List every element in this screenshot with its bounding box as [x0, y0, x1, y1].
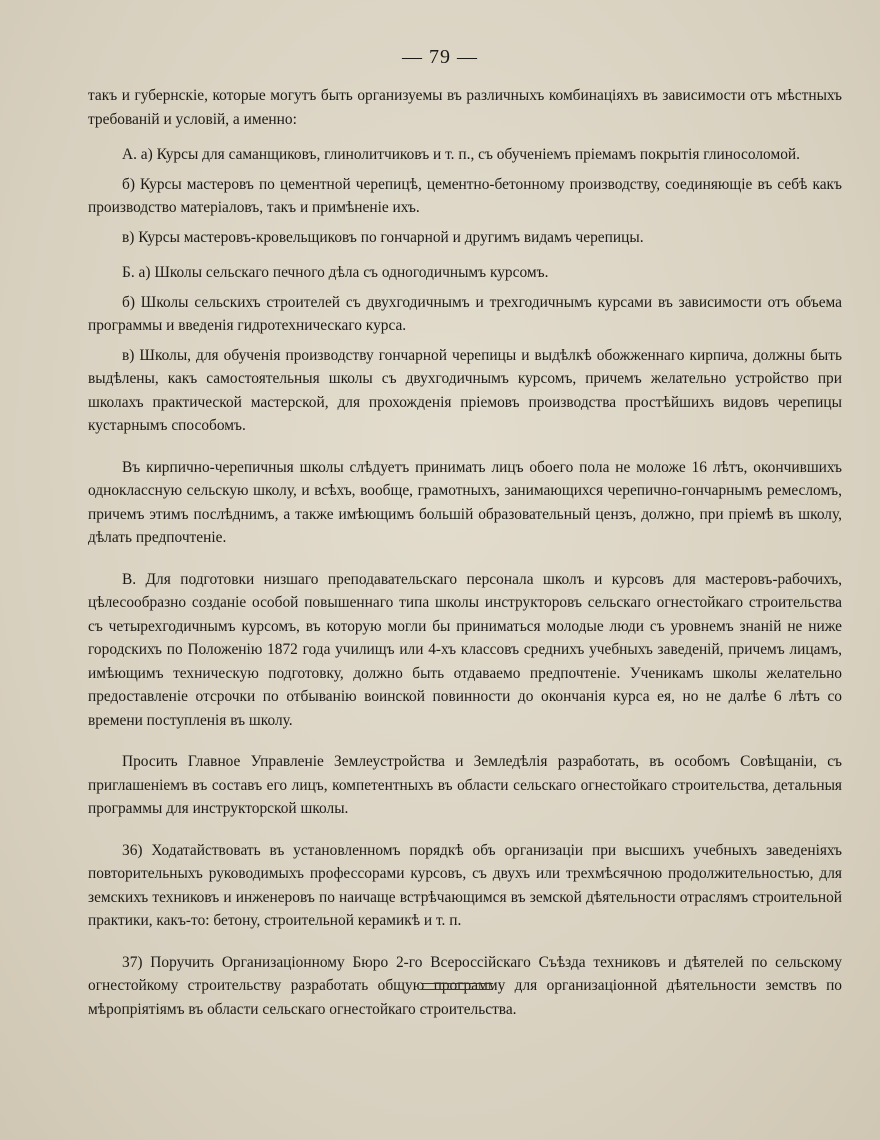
paragraph-b-v: в) Школы, для обученія производству гончарной черепицы и выдѣлкѣ обожженнаго кирпича, должны быть выдѣлены, какъ самостоятельныя школы съ двухгодичнымъ курсомъ, причемъ желательно устройство при школахъ практической мастерской, для прохожденія пріемовъ производства простѣйшихъ видовъ черепицы кустарнымъ способомъ.: [88, 346, 842, 434]
paragraph-36: 36) Ходатайствовать въ установленномъ порядкѣ объ организаціи при высшихъ учебныхъ заведеніяхъ повторительныхъ руководимыхъ профессорами курсовъ, съ двухъ или трехмѣсячною продолжительностью, для земскихъ техниковъ и инженеровъ по наичаще встрѣчающимся въ земской дѣятельности отраслямъ строительной практики, какъ-то: бетону, строительной керамикѣ и т. п.: [88, 841, 842, 929]
paragraph-b-a: Б. а) Школы сельскаго печного дѣла съ одногодичнымъ курсомъ.: [122, 264, 549, 281]
page-number: — 79 —: [402, 46, 478, 68]
paragraph-37: 37) Поручить Организаціонному Бюро 2-го Всероссійскаго Съѣзда техниковъ и дѣятелей по сельскому огнестойкому строительству разработать общую программу для организаціонной дѣятельности земствъ по мѣропріятіямъ въ области сельскаго огнестойкаго строительства.: [88, 953, 842, 1018]
paragraph-a-a: А. а) Курсы для саманщиковъ, глинолитчиковъ и т. п., съ обученіемъ пріемамъ покрытія глиносоломой.: [122, 146, 800, 163]
page-body: [88, 84, 842, 1021]
paragraph-request: Просить Главное Управленіе Землеустройства и Земледѣлія разработать, въ особомъ Совѣщаніи, съ приглашеніемъ въ составъ его лицъ, компетентныхъ въ области сельскаго огнестойкаго строительства, детальныя программы для инструкторской школы.: [88, 753, 842, 817]
end-divider: [421, 983, 493, 990]
paragraph-v: В. Для подготовки низшаго преподавательскаго персонала школъ и курсовъ для мастеровъ-рабочихъ, цѣлесообразно созданіе особой повышеннаго типа школы инструкторовъ сельскаго огнестойкаго строительства съ четырехгодичнымъ курсомъ, въ которую могли бы приниматься молодые люди съ уровнемъ знаній не ниже городскихъ по Положенію 1872 года училищъ или 4-хъ классовъ среднихъ учебныхъ заведеній, причемъ лицамъ, имѣющимъ техническую подготовку, должно быть отдаваемо предпочтеніе. Ученикамъ школы желательно предоставленіе отсрочки по отбыванію воинской повинности до окончанія курса ея, но не далѣе 6 лѣтъ со времени поступленія въ школу.: [88, 570, 842, 729]
paragraph-admission: Въ кирпично-черепичныя школы слѣдуетъ принимать лицъ обоего пола не моложе 16 лѣтъ, окончившихъ одноклассную сельскую школу, и всѣхъ, вообще, грамотныхъ, занимающихся черепично-гончарнымъ ремесломъ, причемъ этимъ послѣднимъ, а также имѣющимъ большій образовательный цензъ, должно, при пріемѣ въ школу, дѣлать предпочтеніе.: [88, 458, 842, 546]
paragraph-intro: такъ и губернскіе, которые могутъ быть организуемы въ различныхъ комбинаціяхъ въ зависимости отъ мѣстныхъ требованій и условій, а именно:: [88, 87, 842, 128]
paragraph-a-b: б) Курсы мастеровъ по цементной черепицѣ, цементно-бетонному производству, соединяющіе въ себѣ какъ производство матеріаловъ, такъ и примѣненіе ихъ.: [88, 175, 842, 216]
paragraph-b-b: б) Школы сельскихъ строителей съ двухгодичнымъ и трехгодичнымъ курсами въ зависимости отъ объема программы и введенія гидротехническаго курса.: [88, 293, 842, 334]
paragraph-a-v: в) Курсы мастеровъ-кровельщиковъ по гончарной и другимъ видамъ черепицы.: [122, 228, 644, 246]
